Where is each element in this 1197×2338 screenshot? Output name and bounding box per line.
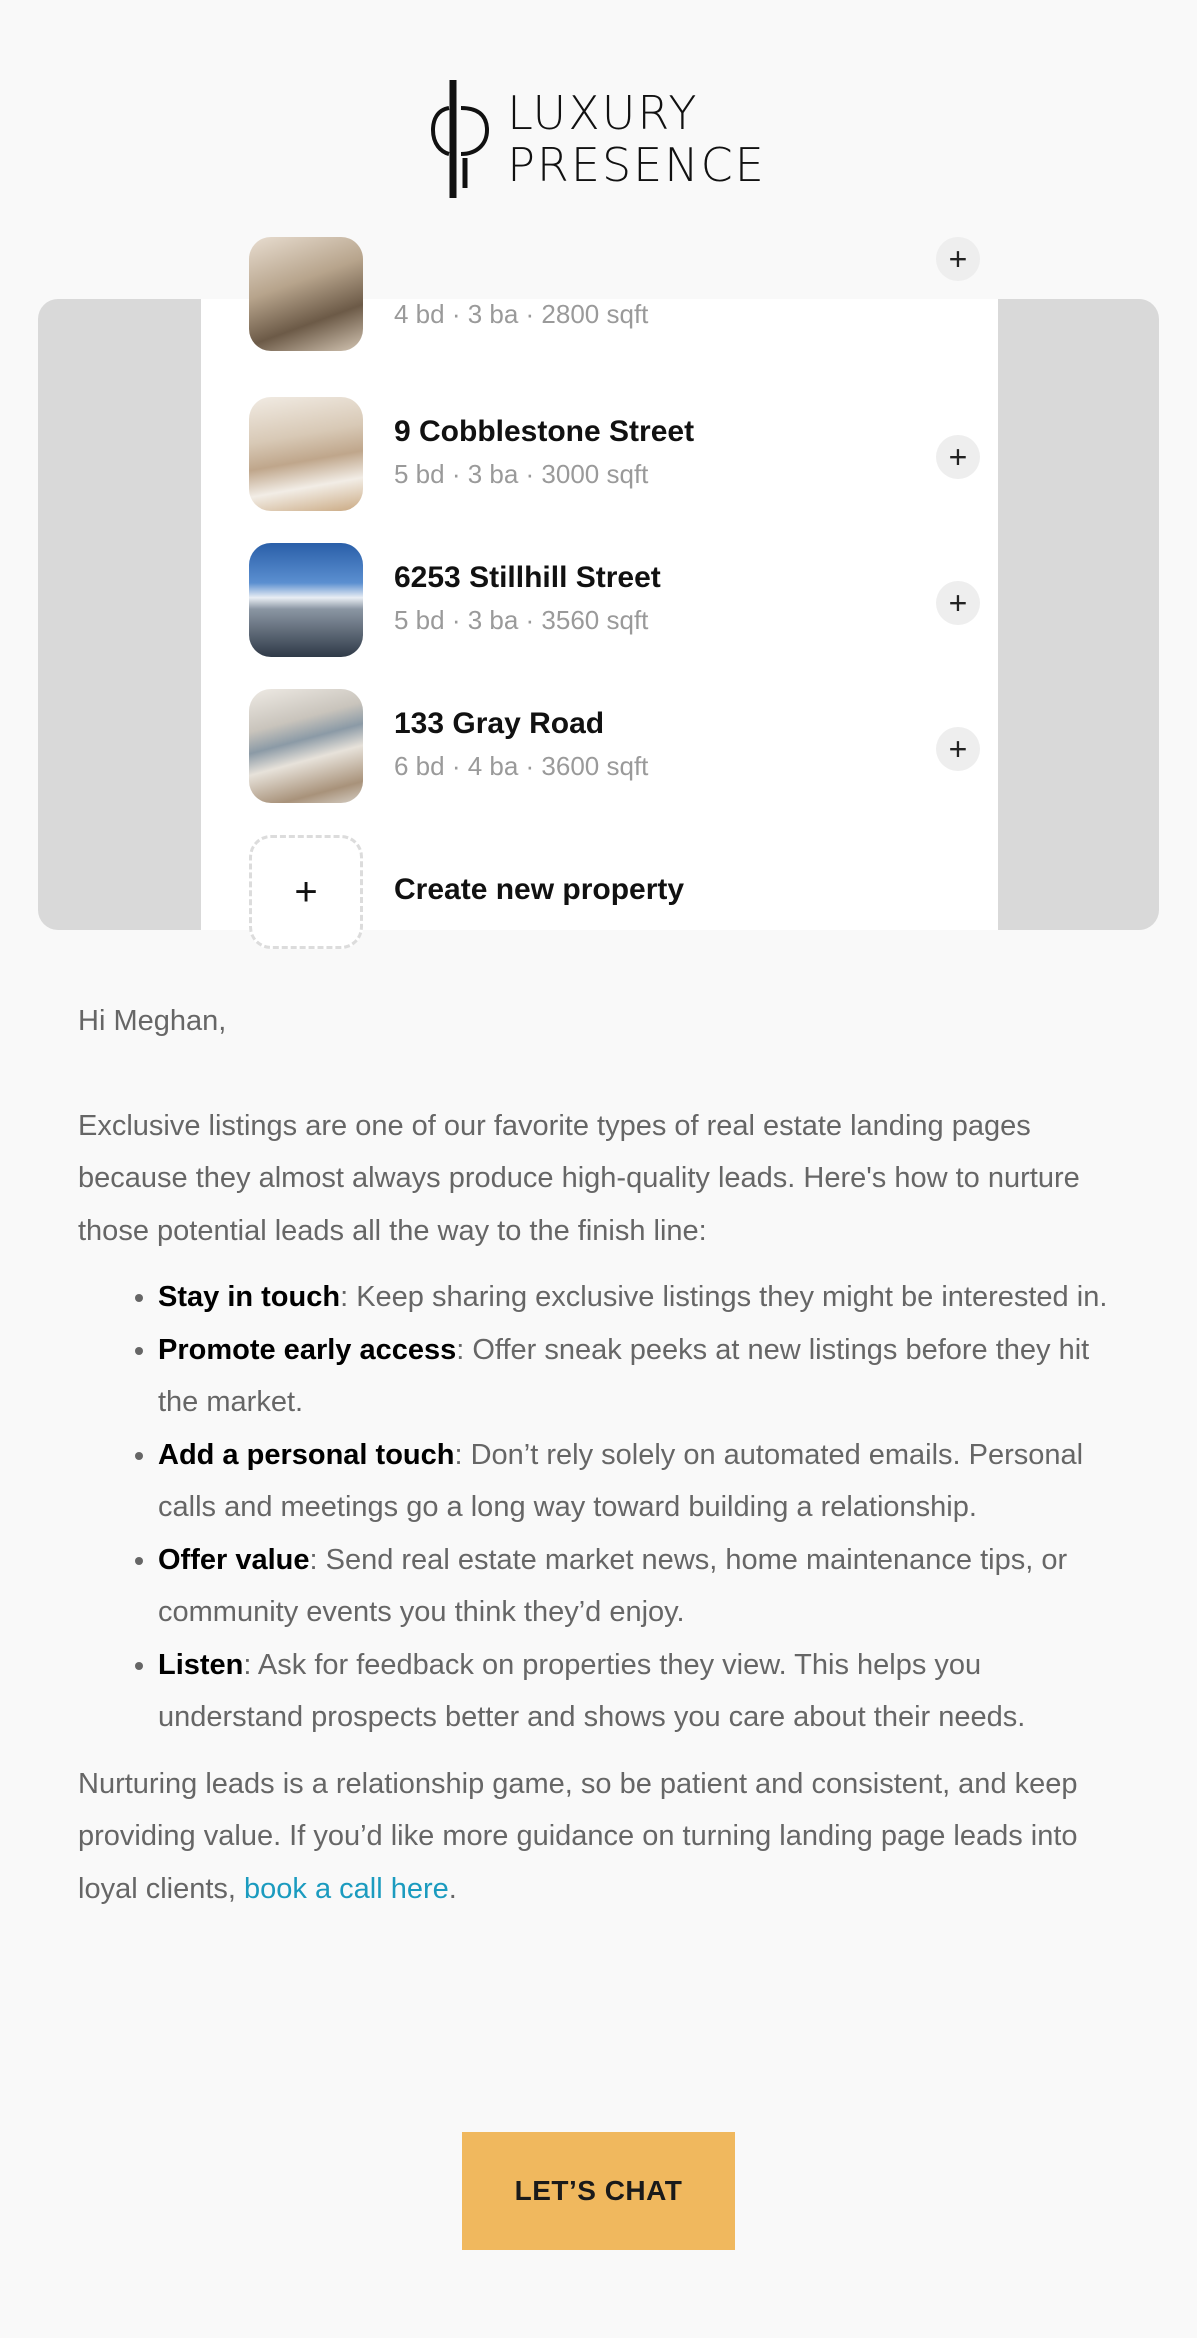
tips-list [78,1271,1118,1744]
property-title: 133 Gray Road [394,707,605,740]
tip-term: Add a personal touch [158,1438,455,1471]
email-body [78,995,1118,1915]
closing-paragraph [78,1758,1118,1916]
list-item [158,1534,1118,1639]
tip-text: : Don’t rely solely on automated emails. Personal calls and meetings go a long way toward building a relationship. [158,1438,1084,1523]
property-thumbnail [249,397,363,511]
hero-image [38,241,1159,930]
create-property-row [201,835,998,953]
property-thumbnail [249,237,363,351]
list-item [158,1324,1118,1429]
closing-end: . [448,1872,457,1905]
property-thumbnail [249,689,363,803]
add-property-icon: + [936,435,980,479]
property-row [201,397,998,515]
logo-line-2: PRESENCE [507,138,766,192]
property-row [201,237,998,355]
tip-text: : Send real estate market news, home maintenance tips, or community events you think they’d enjoy. [158,1543,1068,1628]
property-meta: 6 bd · 4 ba · 3600 sqft [394,751,649,781]
tip-term: Promote early access [158,1333,457,1366]
property-meta: 5 bd · 3 ba · 3000 sqft [394,459,649,489]
intro-paragraph: Exclusive listings are one of our favorite types of real estate landing pages because they almost always produce high-quality leads. Here's how to nurture those potential leads all the way to the finish line: [78,1109,1080,1247]
tip-term: Stay in touch [158,1281,341,1313]
property-row [201,689,998,807]
logo [0,78,1197,200]
greeting: Hi Meghan, [78,1005,227,1037]
list-item [158,1271,1118,1324]
tip-text: : Keep sharing exclusive listings they might be interested in. [340,1281,1108,1313]
add-property-icon: + [936,581,980,625]
property-title: 9 Cobblestone Street [394,415,695,448]
tip-term: Offer value [158,1543,310,1576]
tip-text: : Offer sneak peeks at new listings before they hit the market. [158,1333,1090,1418]
add-property-icon: + [936,727,980,771]
logo-line-1: LUXURY [507,86,699,140]
tip-text: : Ask for feedback on properties they view. This helps you understand prospects better and shows you care about their needs. [158,1648,1026,1733]
create-property-label: Create new property [394,873,685,906]
luxury-presence-mark-icon [431,78,491,200]
property-row [201,543,998,661]
property-title: 6253 Stillhill Street [394,561,661,594]
list-item [158,1639,1118,1744]
tip-term: Listen [158,1648,244,1681]
property-list-screen [201,241,998,930]
list-item [158,1429,1118,1534]
property-meta: 4 bd · 3 ba · 2800 sqft [394,299,649,329]
property-meta: 5 bd · 3 ba · 3560 sqft [394,605,649,635]
plus-icon: + [249,835,363,949]
lets-chat-button[interactable]: LET’S CHAT [462,2132,735,2250]
add-property-icon: + [936,237,980,281]
property-thumbnail [249,543,363,657]
closing-text: Nurturing leads is a relationship game, so be patient and consistent, and keep providing value. If you’d like more guidance on turning landing page leads into loyal clients, [78,1767,1078,1905]
book-call-link[interactable]: book a call here [244,1872,449,1905]
